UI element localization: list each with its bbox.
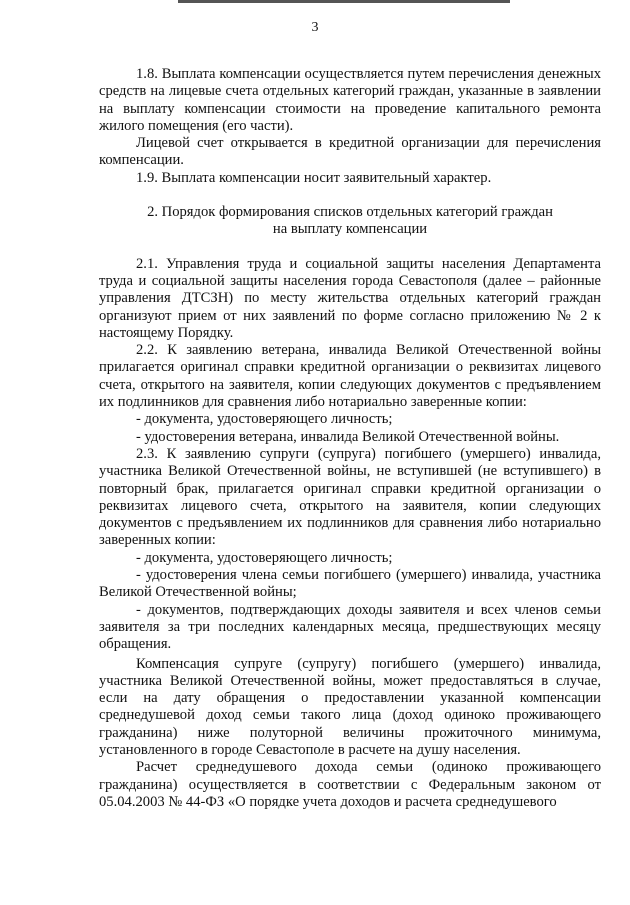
paragraph-2-2: 2.2. К заявлению ветерана, инвалида Великой Отечественной войны прилагается оригинал справки кредитной организации о реквизитах лицевого счета, открытого на заявителя, копии следующих документов с предъявлением их подлинников для сравнения либо нотариально заверенные копии:	[99, 342, 601, 411]
paragraph-income-calculation: Расчет среднедушевого дохода семьи (одиноко проживающего гражданина) осуществляется в соответствии с Федеральным законом от 05.04.2003 № 44-ФЗ «О порядке учета доходов и расчета среднедушевого	[99, 759, 601, 810]
list-item: - документа, удостоверяющего личность;	[136, 411, 393, 428]
paragraph-account-note: Лицевой счет открывается в кредитной организации для перечисления компенсации.	[99, 135, 601, 169]
list-item: - удостоверения ветерана, инвалида Великой Отечественной войны.	[136, 428, 560, 445]
document-body	[99, 66, 601, 811]
list-item: - документов, подтверждающих доходы заявителя и всех членов семьи заявителя за три последних календарных месяца, предшествующих месяцу обращения.	[99, 601, 601, 653]
paragraph-1-8: 1.8. Выплата компенсации осуществляется путем перечисления денежных средств на лицевые счета отдельных категорий граждан, указанные в заявлении на выплату компенсации стоимости на проведение капитального ремонта жилого помещения (его части).	[99, 66, 601, 134]
section-heading-line-1: 2. Порядок формирования списков отдельных категорий граждан	[147, 204, 553, 221]
page-number: 3	[311, 20, 319, 35]
list-item: - удостоверения члена семьи погибшего (умершего) инвалида, участника Великой Отечественной войны;	[99, 567, 601, 601]
section-heading-line-2: на выплату компенсации	[272, 221, 428, 238]
paragraph-compensation-condition: Компенсация супруге (супругу) погибшего (умершего) инвалида, участника Великой Отечественной войны, может предоставляться в случае, если на дату обращения о предоставлении указанной компенсации среднедушевой доход семьи такого лица (доход одиноко проживающего гражданина) ниже полуторной величины прожиточного минимума, установленного в городе Севастополе в расчете на душу населения.	[99, 655, 601, 758]
top-border-rule	[178, 0, 510, 3]
paragraph-2-1: 2.1. Управления труда и социальной защиты населения Департамента труда и социальной защиты населения города Севастополя (далее – районные управления ДТСЗН) по месту жительства отдельных категорий граждан организуют прием от них заявлений по форме согласно приложению № 2 к настоящему Порядку.	[99, 255, 601, 341]
section-heading	[99, 204, 601, 239]
paragraph-2-3: 2.3. К заявлению супруги (супруга) погибшего (умершего) инвалида, участника Великой Отечественной войны, не вступившей (не вступившего) в повторный брак, прилагается оригинал справки кредитной организации о реквизитах лицевого счета, открытого на заявителя, копии следующих документов с предъявлением их подлинников для сравнения либо нотариально заверенных копии:	[99, 445, 601, 549]
paragraph-1-9: 1.9. Выплата компенсации носит заявительный характер.	[136, 169, 492, 186]
list-item: - документа, удостоверяющего личность;	[136, 549, 393, 566]
